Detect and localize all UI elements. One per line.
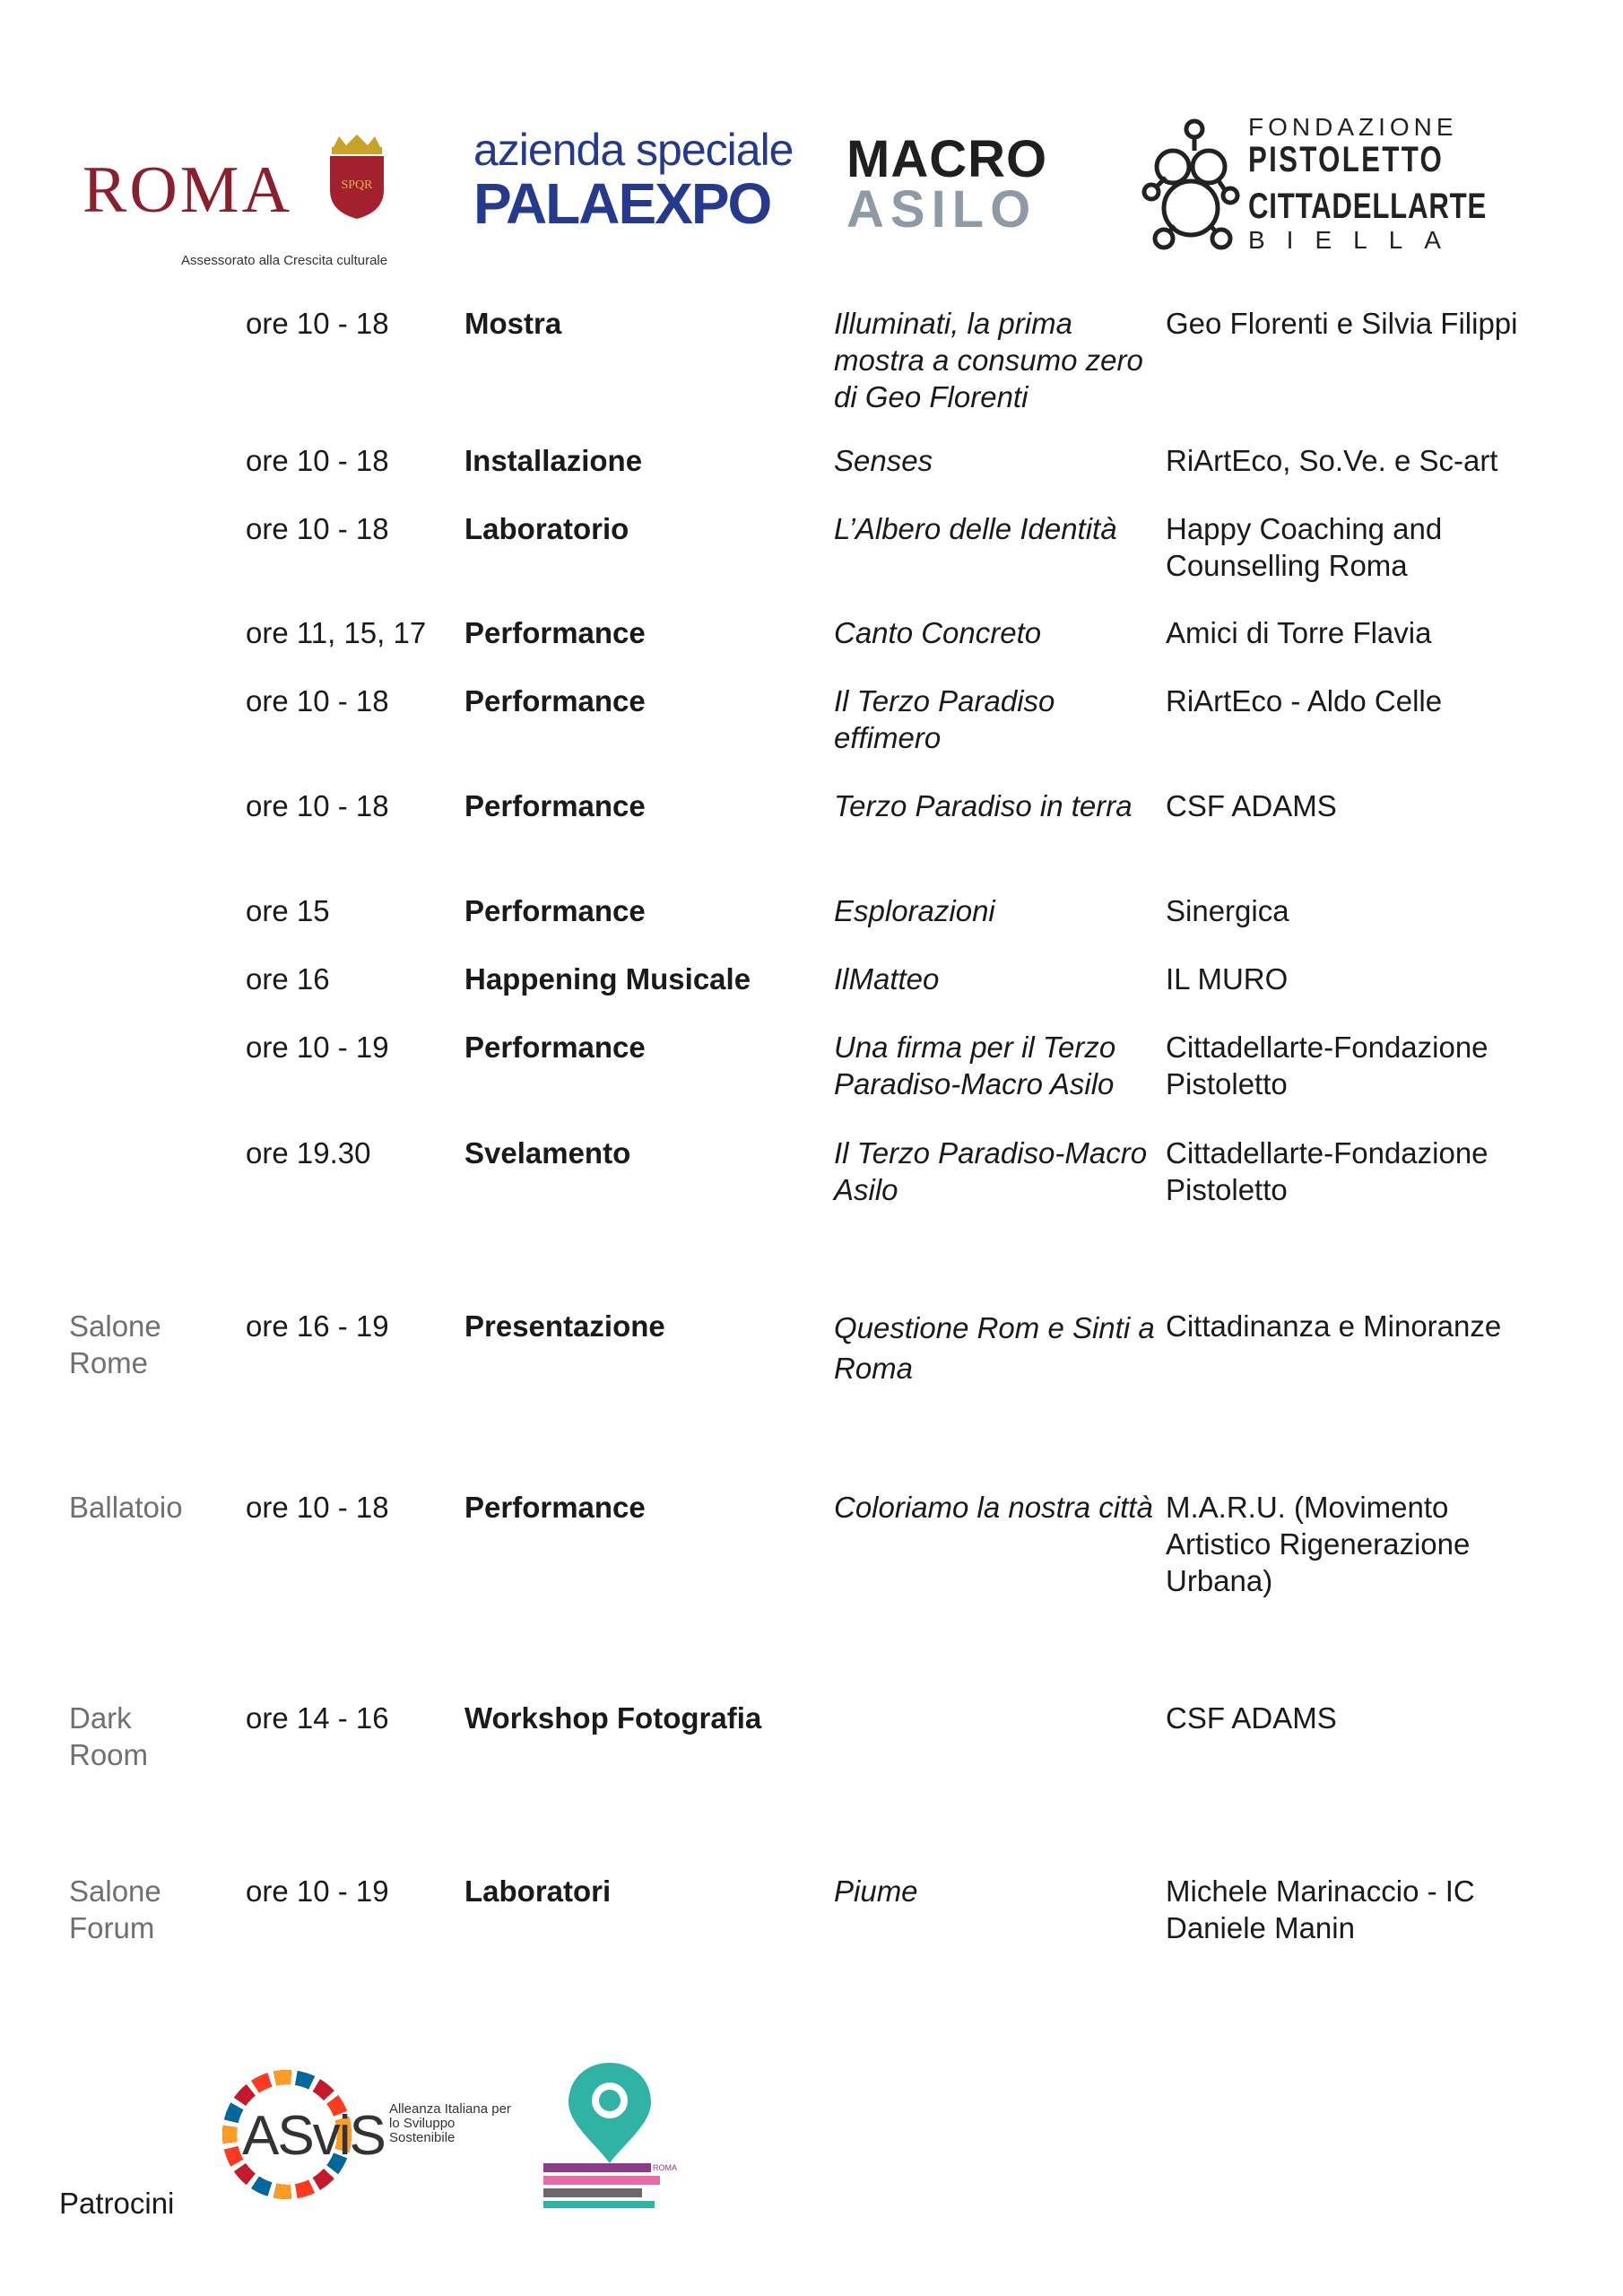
title-cell: IlMatteo (834, 962, 940, 996)
title-cell: Senses (834, 444, 933, 477)
room-cell: Dark Room (69, 1701, 149, 1771)
time-cell: ore 10 - 18 (246, 512, 389, 545)
type-cell: Laboratorio (464, 512, 629, 545)
org-cell: CSF ADAMS (1166, 1701, 1337, 1735)
type-cell: Performance (464, 789, 646, 822)
time-cell: ore 14 - 16 (246, 1701, 389, 1735)
org-cell: Michele Marinaccio - IC Daniele Manin (1166, 1874, 1475, 1944)
roma-subtitle: Assessorato alla Crescita culturale (181, 253, 388, 268)
asvis-tagline: Alleanza Italiana per lo Sviluppo Sostenibile (389, 2101, 511, 2145)
type-cell: Laboratori (464, 1874, 612, 1908)
org-cell: Sinergica (1166, 894, 1289, 927)
pin-logo-label: ROMA (653, 2163, 677, 2172)
palaexpo-line2: PALAEXPO (473, 171, 771, 236)
pistoletto-line4: BIELLA (1248, 226, 1462, 254)
pistoletto-line2: PISTOLETTO (1248, 140, 1445, 179)
asvis-wordmark: ASviS (242, 2105, 385, 2167)
title-cell: Canto Concreto (834, 616, 1042, 649)
table-row (0, 683, 1623, 787)
schedule-table (0, 305, 1623, 1971)
type-cell: Presentazione (464, 1309, 665, 1343)
title-cell: Il Terzo Paradiso effimero (834, 684, 1055, 754)
time-cell: ore 10 - 18 (246, 789, 389, 822)
table-row (0, 1135, 1623, 1308)
org-cell: M.A.R.U. (Movimento Artistico Rigenerazione Urbana) (1166, 1491, 1471, 1597)
org-cell: RiArtEco, So.Ve. e Sc-art (1166, 444, 1498, 477)
title-cell: Illuminati, la prima mostra a consumo zero di Geo Florenti (834, 307, 1143, 413)
org-cell: Cittadellarte-Fondazione Pistoletto (1166, 1136, 1488, 1206)
location-pin-logo-icon (538, 2057, 699, 2210)
type-cell: Happening Musicale (464, 962, 751, 996)
table-row (0, 510, 1623, 614)
macro-line1: MACRO (846, 130, 1048, 188)
title-cell: Coloriamo la nostra città (834, 1491, 1153, 1524)
room-cell: Salone Rome (69, 1309, 161, 1379)
time-cell: ore 16 (246, 962, 330, 996)
type-cell: Installazione (464, 444, 643, 477)
table-row (0, 305, 1623, 442)
type-cell: Svelamento (464, 1136, 631, 1170)
table-row (0, 787, 1623, 892)
title-cell: Il Terzo Paradiso-Macro Asilo (834, 1136, 1148, 1206)
time-cell: ore 10 - 18 (246, 1491, 389, 1524)
title-cell: Esplorazioni (834, 894, 995, 927)
org-cell: IL MURO (1166, 962, 1289, 996)
time-cell: ore 19.30 (246, 1136, 371, 1170)
table-row (0, 1700, 1623, 1873)
org-cell: Amici di Torre Flavia (1166, 616, 1432, 649)
time-cell: ore 10 - 18 (246, 307, 389, 340)
time-cell: ore 15 (246, 894, 330, 927)
time-cell: ore 11, 15, 17 (246, 616, 427, 649)
title-cell: Terzo Paradiso in terra (834, 789, 1133, 822)
type-cell: Performance (464, 684, 646, 718)
type-cell: Performance (464, 1031, 646, 1064)
org-cell: Happy Coaching and Counselling Roma (1166, 512, 1443, 582)
macro-line2: ASILO (846, 180, 1037, 239)
palaexpo-line1: azienda speciale (473, 125, 794, 175)
title-cell: Una firma per il Terzo Paradiso-Macro Asilo (834, 1031, 1116, 1100)
type-cell: Performance (464, 894, 646, 927)
org-cell: RiArtEco - Aldo Celle (1166, 684, 1443, 718)
type-cell: Workshop Fotografia (464, 1701, 762, 1735)
pistoletto-line1: FONDAZIONE (1248, 113, 1458, 141)
table-row (0, 1308, 1623, 1489)
roma-shield-text: SPQR (341, 178, 373, 192)
table-row (0, 442, 1623, 510)
third-paradise-icon (1139, 115, 1245, 258)
room-cell: Ballatoio (69, 1491, 183, 1524)
time-cell: ore 16 - 19 (246, 1309, 389, 1343)
org-cell: Geo Florenti e Silvia Filippi (1166, 307, 1518, 340)
title-cell: Piume (834, 1874, 918, 1908)
roma-shield-icon (325, 135, 389, 221)
table-row (0, 1489, 1623, 1700)
table-row (0, 1029, 1623, 1135)
org-cell: CSF ADAMS (1166, 789, 1337, 822)
type-cell: Mostra (464, 307, 562, 340)
patrocini-label: Patrocini (59, 2187, 175, 2220)
type-cell: Performance (464, 616, 646, 649)
table-row (0, 892, 1623, 961)
time-cell: ore 10 - 19 (246, 1874, 389, 1908)
time-cell: ore 10 - 18 (246, 684, 389, 718)
type-cell: Performance (464, 1491, 646, 1524)
table-row (0, 961, 1623, 1029)
table-row (0, 1873, 1623, 1971)
org-cell: Cittadellarte-Fondazione Pistoletto (1166, 1031, 1488, 1100)
title-cell: Questione Rom e Sinti a Roma (834, 1311, 1155, 1385)
title-cell: L’Albero delle Identità (834, 512, 1117, 545)
room-cell: Salone Forum (69, 1874, 161, 1944)
pistoletto-line3: CITTADELLARTE (1248, 187, 1488, 226)
roma-wordmark: ROMA (82, 153, 293, 227)
time-cell: ore 10 - 18 (246, 444, 389, 477)
time-cell: ore 10 - 19 (246, 1031, 389, 1064)
table-row (0, 614, 1623, 683)
org-cell: Cittadinanza e Minoranze (1166, 1309, 1502, 1343)
